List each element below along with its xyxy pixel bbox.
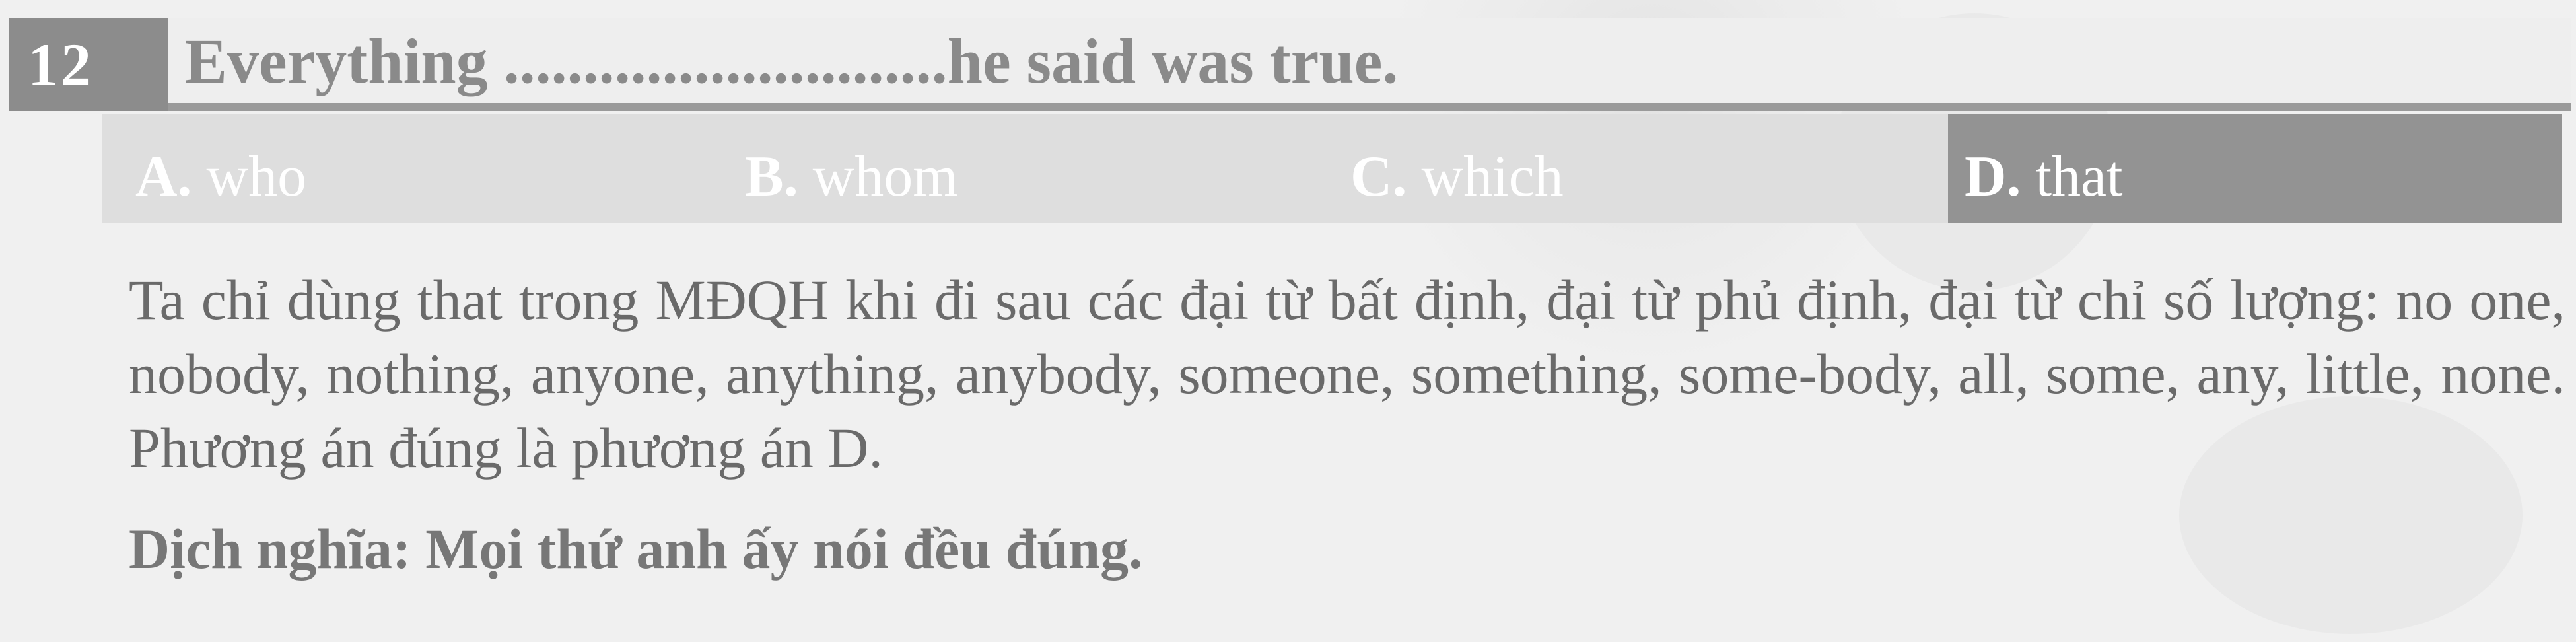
option-letter: B. <box>745 145 798 209</box>
option-letter: A. <box>135 145 192 209</box>
option-letter: D. <box>1965 145 2021 209</box>
option-b[interactable] <box>745 114 958 223</box>
option-d[interactable] <box>1965 114 2123 223</box>
option-text: who <box>206 145 307 209</box>
question-stem: Everything ............................he said was true. <box>185 26 1399 96</box>
option-text: whom <box>812 145 958 209</box>
option-a[interactable] <box>135 114 306 223</box>
translation-text: Dịch nghĩa: Mọi thứ anh ấy nói đều đúng. <box>129 517 1143 581</box>
option-text: which <box>1421 145 1564 209</box>
option-c[interactable] <box>1350 114 1564 223</box>
option-letter: C. <box>1350 145 1407 209</box>
option-text: that <box>2035 145 2123 209</box>
explanation-text: Ta chỉ dùng that trong MĐQH khi đi sau các đại từ bất định, đại từ phủ định, đại từ chỉ số lượng: no one, nobody, nothing, anyone, anything, anybody, someone, something, some-body, all, some, any, little, none. Phương án đúng là phương án D. <box>129 268 2565 480</box>
question-number: 12 <box>9 18 168 111</box>
